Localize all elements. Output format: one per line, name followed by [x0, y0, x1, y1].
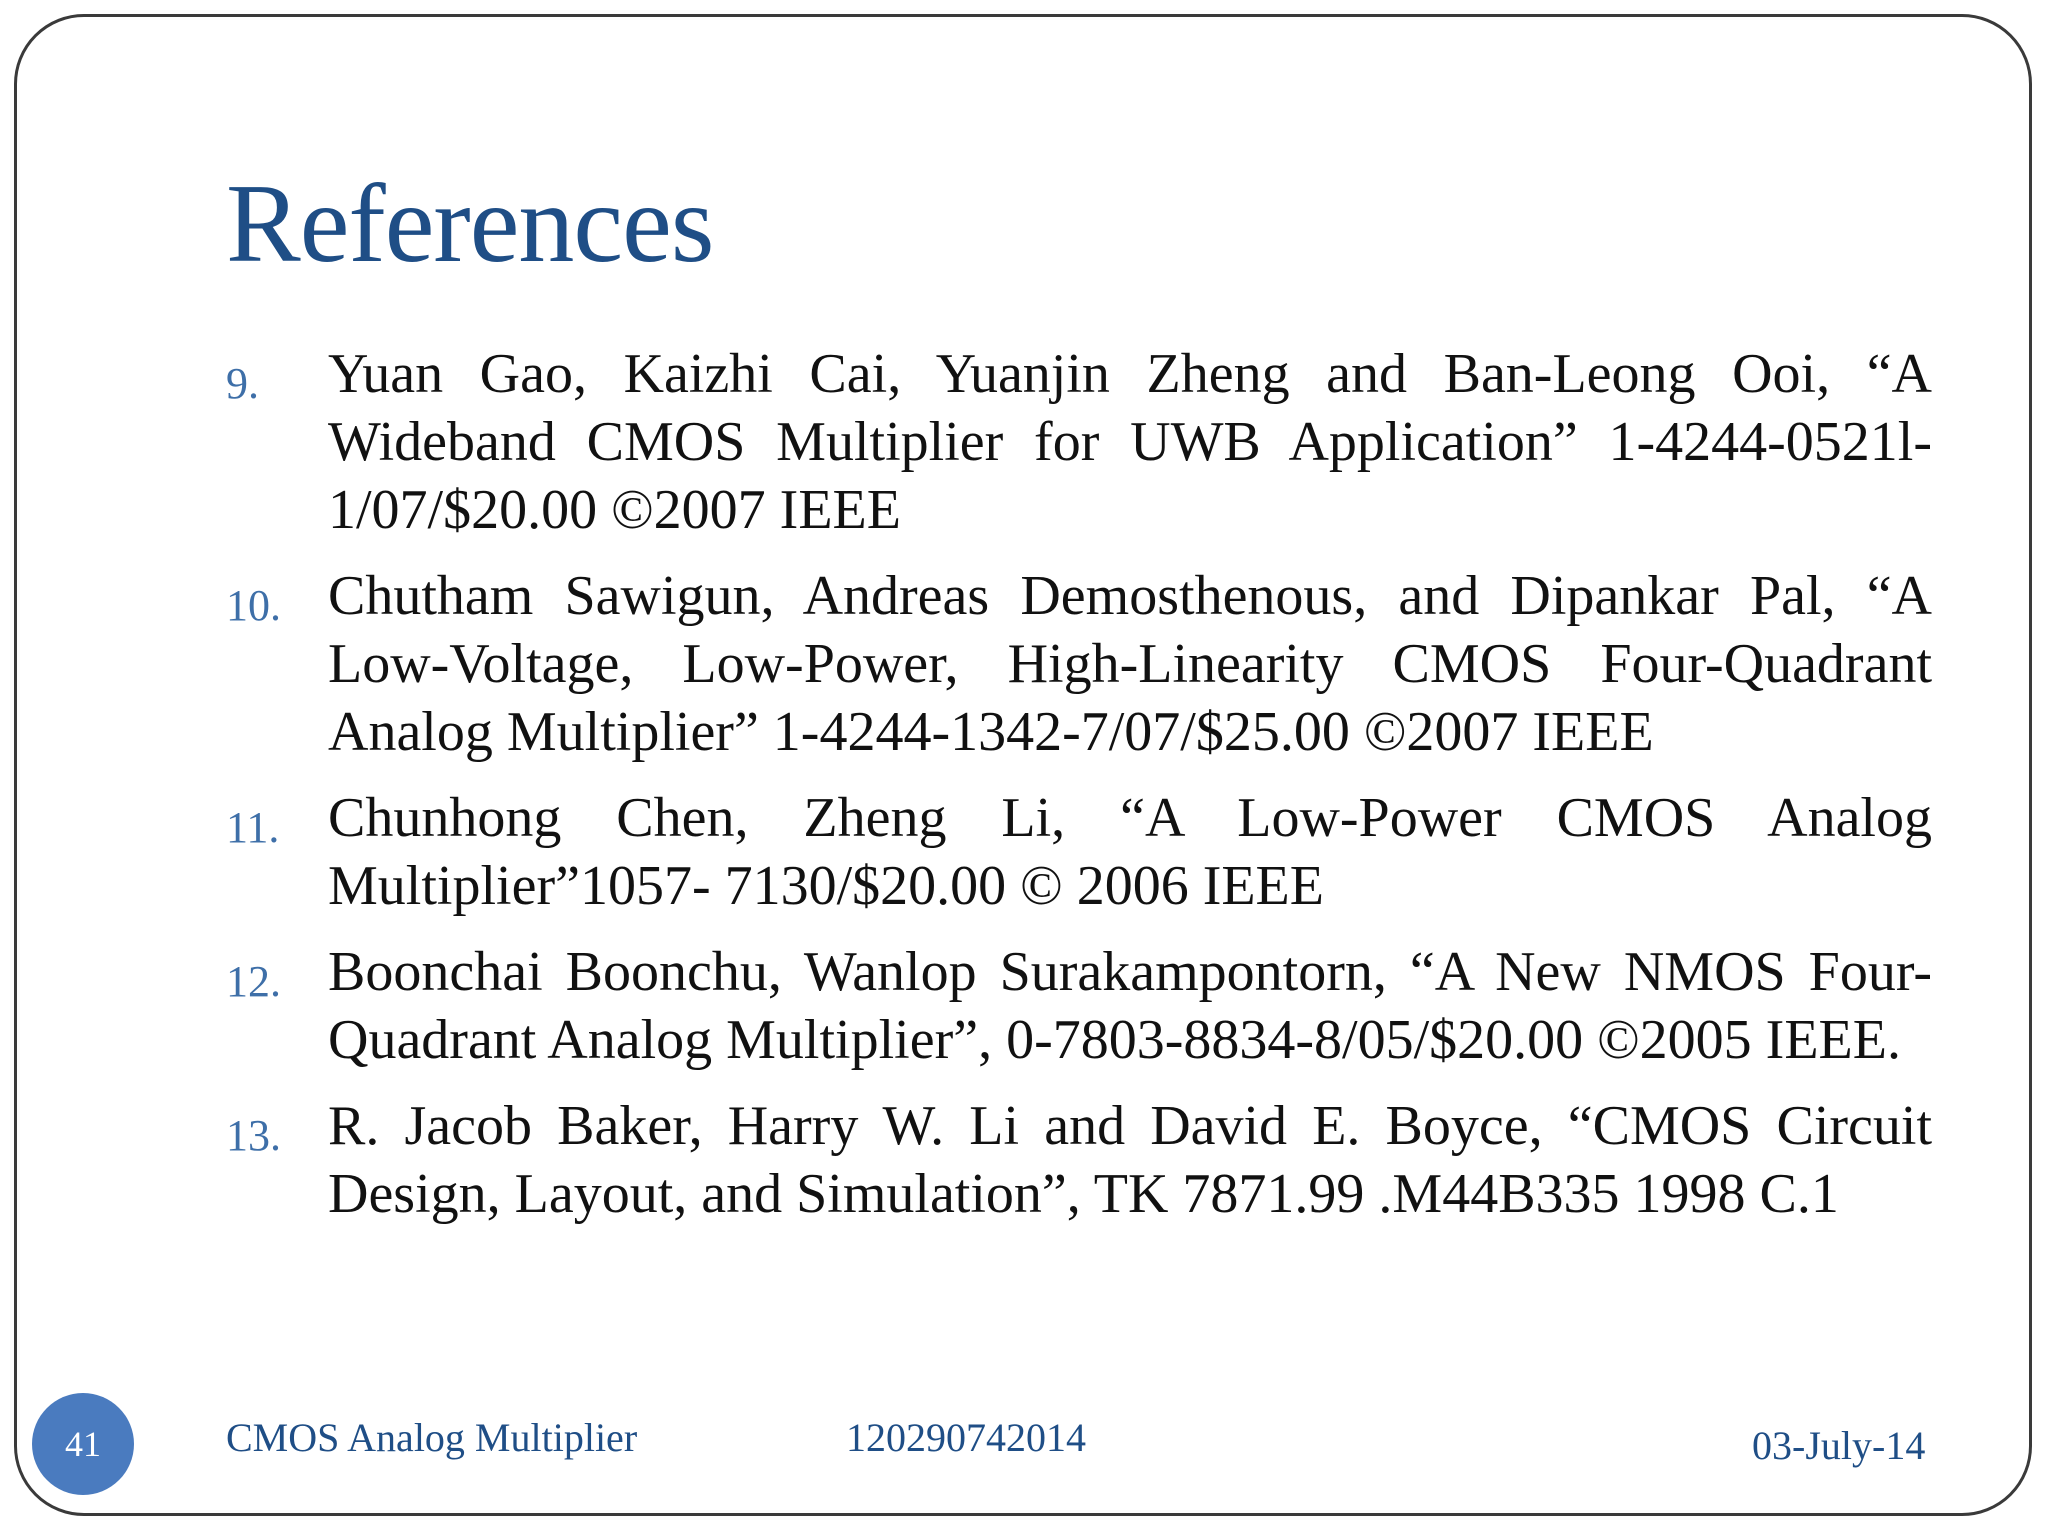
reference-text: Yuan Gao, Kaizhi Cai, Yuanjin Zheng and Ban-Leong Ooi, “A Wideband CMOS Multiplier for UWB Application” 1-4244-0521l-1/07/$20.00 ©2007 IEEE	[328, 343, 1932, 541]
reference-number: 13.	[226, 1111, 281, 1160]
page-number-badge: 41	[32, 1393, 134, 1495]
reference-item	[226, 1092, 1932, 1228]
reference-text: Chunhong Chen, Zheng Li, “A Low-Power CMOS Analog Multiplier”1057- 7130/$20.00 © 2006 IEEE	[328, 787, 1932, 917]
reference-text: Chutham Sawigun, Andreas Demosthenous, and Dipankar Pal, “A Low-Voltage, Low-Power, High-Linearity CMOS Four-Quadrant Analog Multiplier” 1-4244-1342-7/07/$25.00 ©2007 IEEE	[328, 565, 1932, 763]
reference-number: 9.	[226, 359, 259, 408]
reference-item	[226, 938, 1932, 1074]
footer-id: 120290742014	[846, 1415, 1086, 1460]
reference-item	[226, 562, 1932, 766]
reference-text: Boonchai Boonchu, Wanlop Surakampontorn, “A New NMOS Four-Quadrant Analog Multiplier”, 0-7803-8834-8/05/$20.00 ©2005 IEEE.	[328, 941, 1932, 1071]
reference-list	[226, 340, 1932, 1246]
slide-title: References	[226, 162, 714, 286]
reference-item	[226, 340, 1932, 544]
reference-text: R. Jacob Baker, Harry W. Li and David E. Boyce, “CMOS Circuit Design, Layout, and Simulation”, TK 7871.99 .M44B335 1998 C.1	[328, 1095, 1932, 1225]
reference-item	[226, 784, 1932, 920]
reference-number: 12.	[226, 957, 281, 1006]
reference-number: 10.	[226, 581, 281, 630]
footer-title: CMOS Analog Multiplier	[226, 1415, 638, 1460]
reference-number: 11.	[226, 803, 280, 852]
footer-date: 03-July-14	[1752, 1423, 1926, 1468]
